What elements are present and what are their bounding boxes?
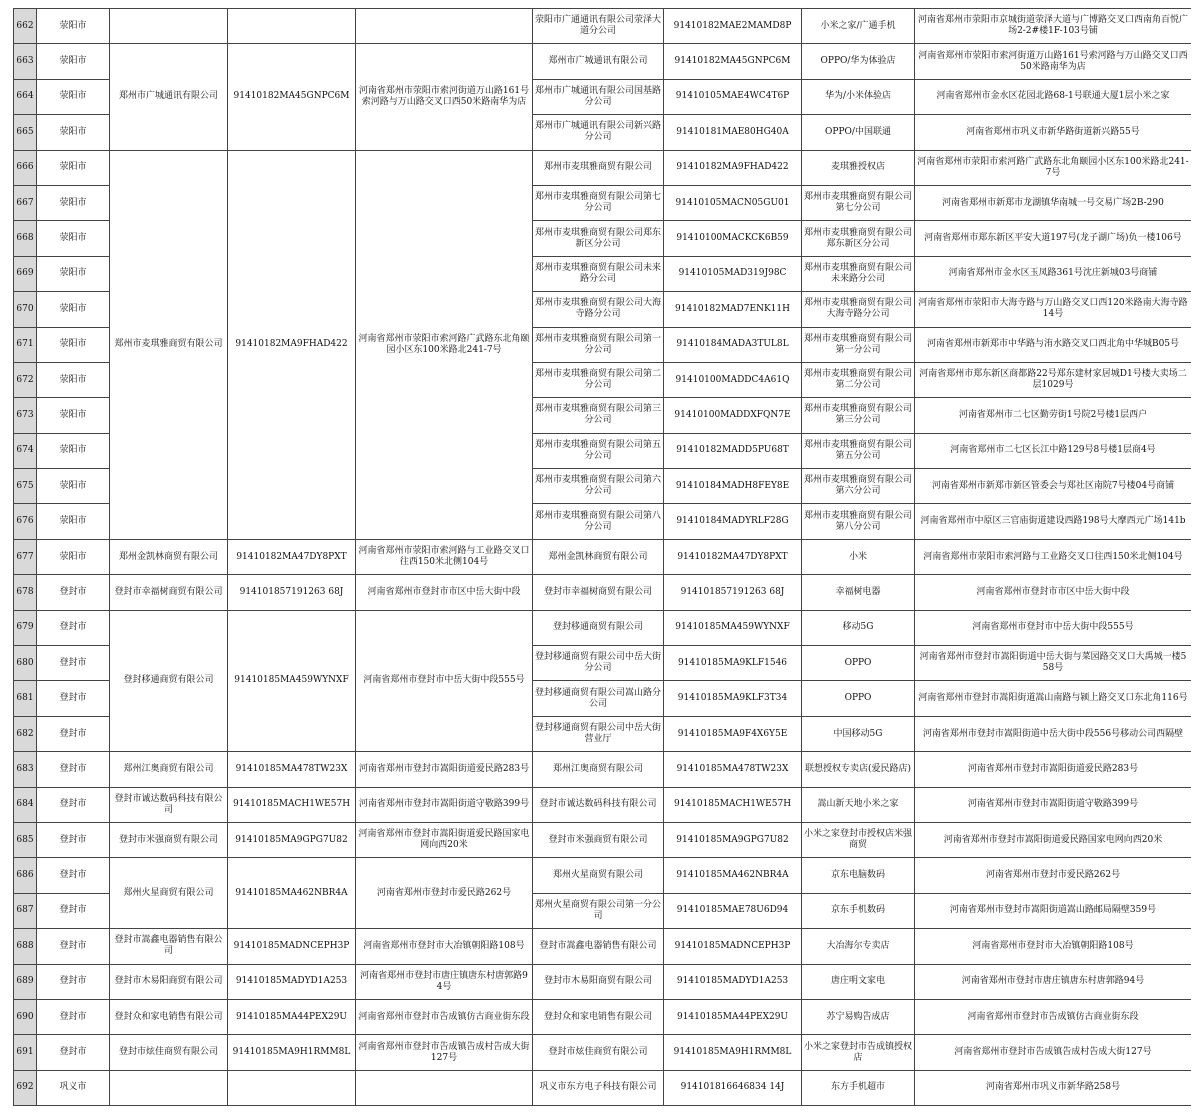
- row-number-cell: 679: [14, 610, 37, 645]
- outlet-company-cell: 荥阳市广通通讯有限公司荥泽大道分公司: [533, 9, 664, 44]
- row-number-cell: 678: [14, 575, 37, 610]
- store-address-cell: 河南省郑州市新郑市新区管委会与郑社区南院7号楼04号商铺: [915, 469, 1192, 504]
- table-row: [14, 1070, 1192, 1105]
- store-name-cell: 郑州市麦琪雅商贸有限公司大海寺路分公司: [802, 292, 915, 327]
- outlet-code-cell: 91410182MA47DY8PXT: [664, 539, 802, 574]
- outlet-company-cell: 郑州市麦琪雅商贸有限公司: [533, 150, 664, 185]
- outlet-code-cell: 91410185MA9KLF3T34: [664, 681, 802, 716]
- outlet-company-cell: 登封移通商贸有限公司中岳大街分公司: [533, 646, 664, 681]
- company-name-cell: 登封市米强商贸有限公司: [110, 822, 228, 857]
- store-address-cell: 河南省郑州市新郑市龙湖镇华南城一号交易广场2B-290: [915, 185, 1192, 220]
- row-number-cell: 668: [14, 221, 37, 256]
- table-row: [14, 752, 1192, 787]
- outlet-code-cell: 91410182MAD7ENK11H: [664, 292, 802, 327]
- company-address-cell: 河南省郑州市登封市嵩阳街道守敬路399号: [356, 787, 533, 822]
- row-number-cell: 686: [14, 858, 37, 893]
- store-name-cell: 郑州市麦琪雅商贸有限公司第六分公司: [802, 469, 915, 504]
- store-name-cell: 嵩山新天地小米之家: [802, 787, 915, 822]
- outlet-code-cell: 91410185MA462NBR4A: [664, 858, 802, 893]
- table-row: [14, 964, 1192, 999]
- outlet-company-cell: 郑州市麦琪雅商贸有限公司第二分公司: [533, 362, 664, 397]
- outlet-company-cell: 登封市米强商贸有限公司: [533, 822, 664, 857]
- row-number-cell: 664: [14, 79, 37, 114]
- store-name-cell: 联想授权专卖店(爱民路店): [802, 752, 915, 787]
- credit-code-cell: 91410182MA45GNPC6M: [228, 44, 356, 150]
- city-cell: 荥阳市: [37, 362, 110, 397]
- credit-code-cell: 914101857191263 68J: [228, 575, 356, 610]
- row-number-cell: 691: [14, 1035, 37, 1070]
- city-cell: 荥阳市: [37, 115, 110, 150]
- outlet-code-cell: 91410181MAE80HG40A: [664, 115, 802, 150]
- city-cell: 荥阳市: [37, 398, 110, 433]
- outlet-company-cell: 郑州火星商贸有限公司第一分公司: [533, 893, 664, 928]
- city-cell: 登封市: [37, 858, 110, 893]
- outlet-company-cell: 登封移通商贸有限公司中岳大街营业厅: [533, 716, 664, 751]
- credit-code-cell: 91410185MA9GPG7U82: [228, 822, 356, 857]
- company-address-cell: 河南省郑州市登封市唐庄镇唐东村唐郭路94号: [356, 964, 533, 999]
- city-cell: 登封市: [37, 681, 110, 716]
- store-address-cell: 河南省郑州市登封市大冶镇朝阳路108号: [915, 929, 1192, 964]
- store-name-cell: 小米之家/广通手机: [802, 9, 915, 44]
- outlet-company-cell: 登封市幸福树商贸有限公司: [533, 575, 664, 610]
- store-address-cell: 河南省郑州市巩义市新华路街道新兴路55号: [915, 115, 1192, 150]
- city-cell: 荥阳市: [37, 539, 110, 574]
- store-address-cell: 河南省郑州市登封市嵩阳街道爱民路国家电网向西20米: [915, 822, 1192, 857]
- store-name-cell: OPPO/中国联通: [802, 115, 915, 150]
- store-address-cell: 河南省郑州市金水区花园北路68-1号联通大厦1层小米之家: [915, 79, 1192, 114]
- table-row: [14, 999, 1192, 1034]
- company-address-cell: 河南省郑州市荥阳市索河街道万山路161号索河路与万山路交叉口西50米路南华为店: [356, 44, 533, 150]
- table-row: [14, 539, 1192, 574]
- outlet-code-cell: 91410182MADD5PU68T: [664, 433, 802, 468]
- credit-code-cell: 91410182MA47DY8PXT: [228, 539, 356, 574]
- credit-code-cell: 91410185MACH1WE57H: [228, 787, 356, 822]
- row-number-cell: 680: [14, 646, 37, 681]
- row-number-cell: 674: [14, 433, 37, 468]
- outlet-code-cell: 91410182MA9FHAD422: [664, 150, 802, 185]
- store-name-cell: 华为/小米体验店: [802, 79, 915, 114]
- outlet-code-cell: 91410185MA478TW23X: [664, 752, 802, 787]
- company-name-cell: 郑州市麦琪雅商贸有限公司: [110, 150, 228, 539]
- store-name-cell: 郑州市麦琪雅商贸有限公司第二分公司: [802, 362, 915, 397]
- company-address-cell: 河南省郑州市荥阳市索河路广武路东北角颐园小区东100米路北241-7号: [356, 150, 533, 539]
- row-number-cell: 685: [14, 822, 37, 857]
- store-address-cell: 河南省郑州市登封市告成镇告成村告成大街127号: [915, 1035, 1192, 1070]
- outlet-code-cell: 91410100MADDC4A61Q: [664, 362, 802, 397]
- company-name-cell: 郑州市广城通讯有限公司: [110, 44, 228, 150]
- outlet-code-cell: 91410105MACN05GU01: [664, 185, 802, 220]
- row-number-cell: 663: [14, 44, 37, 79]
- city-cell: 登封市: [37, 822, 110, 857]
- store-address-cell: 河南省郑州市巩义市新华路258号: [915, 1070, 1192, 1105]
- company-address-cell: 河南省郑州市登封市告成镇告成村告成大街127号: [356, 1035, 533, 1070]
- row-number-cell: 677: [14, 539, 37, 574]
- outlet-company-cell: 登封市炫佳商贸有限公司: [533, 1035, 664, 1070]
- outlet-code-cell: 91410185MA9H1RMM8L: [664, 1035, 802, 1070]
- store-address-cell: 河南省郑州市登封市嵩阳街道中岳大街与菜园路交叉口大禹城一楼558号: [915, 646, 1192, 681]
- store-address-cell: 河南省郑州市登封市告成镇仿古商业街东段: [915, 999, 1192, 1034]
- table-row: [14, 1035, 1192, 1070]
- store-address-cell: 河南省郑州市登封市中岳大街中段555号: [915, 610, 1192, 645]
- city-cell: 荥阳市: [37, 221, 110, 256]
- city-cell: 登封市: [37, 929, 110, 964]
- table-row: [14, 787, 1192, 822]
- company-address-cell: [356, 9, 533, 44]
- outlet-code-cell: 91410105MAE4WC4T6P: [664, 79, 802, 114]
- store-name-cell: 郑州市麦琪雅商贸有限公司第七分公司: [802, 185, 915, 220]
- store-address-cell: 河南省郑州市荥阳市索河街道万山路161号索河路与万山路交叉口西50米路南华为店: [915, 44, 1192, 79]
- store-name-cell: 郑州市麦琪雅商贸有限公司未来路分公司: [802, 256, 915, 291]
- table-row: [14, 9, 1192, 44]
- store-address-cell: 河南省郑州市登封市爱民路262号: [915, 858, 1192, 893]
- outlet-company-cell: 郑州江奥商贸有限公司: [533, 752, 664, 787]
- store-address-cell: 河南省郑州市登封市嵩阳街道嵩山南路与颍上路交叉口东北角116号: [915, 681, 1192, 716]
- company-address-cell: 河南省郑州市登封市告成镇仿古商业街东段: [356, 999, 533, 1034]
- city-cell: 荥阳市: [37, 79, 110, 114]
- store-address-cell: 河南省郑州市荥阳市京城街道荥泽大道与广博路交叉口西南角百悦广场2-2#楼1F-103号铺: [915, 9, 1192, 44]
- table-row: [14, 858, 1192, 893]
- outlet-code-cell: 91410185MACH1WE57H: [664, 787, 802, 822]
- store-table: [13, 8, 1191, 1106]
- store-name-cell: 东方手机超市: [802, 1070, 915, 1105]
- store-address-cell: 河南省郑州市荥阳市大海寺路与万山路交叉口西120米路南大海寺路14号: [915, 292, 1192, 327]
- store-address-cell: 河南省郑州市二七区长江中路129号8号楼1层商4号: [915, 433, 1192, 468]
- table-body: [14, 9, 1192, 1106]
- row-number-cell: 665: [14, 115, 37, 150]
- city-cell: 荥阳市: [37, 9, 110, 44]
- outlet-code-cell: 91410185MA44PEX29U: [664, 999, 802, 1034]
- company-name-cell: [110, 1070, 228, 1105]
- outlet-code-cell: 91410184MADYRLF28G: [664, 504, 802, 539]
- row-number-cell: 671: [14, 327, 37, 362]
- store-name-cell: 郑州市麦琪雅商贸有限公司第一分公司: [802, 327, 915, 362]
- store-name-cell: 大冶海尔专卖店: [802, 929, 915, 964]
- outlet-code-cell: 91410184MADA3TUL8L: [664, 327, 802, 362]
- city-cell: 登封市: [37, 646, 110, 681]
- outlet-code-cell: 91410185MAE78U6D94: [664, 893, 802, 928]
- row-number-cell: 692: [14, 1070, 37, 1105]
- outlet-company-cell: 郑州市广城通讯有限公司新兴路分公司: [533, 115, 664, 150]
- outlet-code-cell: 91410185MADYD1A253: [664, 964, 802, 999]
- credit-code-cell: 91410185MA9H1RMM8L: [228, 1035, 356, 1070]
- outlet-company-cell: 郑州市广城通讯有限公司国基路分公司: [533, 79, 664, 114]
- store-address-cell: 河南省郑州市中原区三官庙街道建设西路198号大摩西元广场141b: [915, 504, 1192, 539]
- outlet-company-cell: 郑州市麦琪雅商贸有限公司未来路分公司: [533, 256, 664, 291]
- city-cell: 荥阳市: [37, 150, 110, 185]
- outlet-company-cell: 郑州市麦琪雅商贸有限公司第一分公司: [533, 327, 664, 362]
- city-cell: 登封市: [37, 575, 110, 610]
- outlet-code-cell: 91410185MA459WYNXF: [664, 610, 802, 645]
- city-cell: 巩义市: [37, 1070, 110, 1105]
- city-cell: 荥阳市: [37, 185, 110, 220]
- company-address-cell: 河南省郑州市荥阳市索河路与工业路交叉口往西150米北侧104号: [356, 539, 533, 574]
- company-name-cell: 登封市嵩鑫电器销售有限公司: [110, 929, 228, 964]
- outlet-code-cell: 91410184MADH8FEY8E: [664, 469, 802, 504]
- outlet-code-cell: 91410182MA45GNPC6M: [664, 44, 802, 79]
- company-name-cell: 登封市木易阳商贸有限公司: [110, 964, 228, 999]
- store-address-cell: 河南省郑州市荥阳市索河路广武路东北角颐园小区东100米路北241-7号: [915, 150, 1192, 185]
- outlet-company-cell: 登封市诚达数码科技有限公司: [533, 787, 664, 822]
- store-name-cell: 麦琪雅授权店: [802, 150, 915, 185]
- city-cell: 登封市: [37, 716, 110, 751]
- store-name-cell: 郑州市麦琪雅商贸有限公司第五分公司: [802, 433, 915, 468]
- row-number-cell: 669: [14, 256, 37, 291]
- store-name-cell: 京东电脑数码: [802, 858, 915, 893]
- store-address-cell: 河南省郑州市郑东新区平安大道197号(龙子湖广场)负一楼106号: [915, 221, 1192, 256]
- city-cell: 荥阳市: [37, 433, 110, 468]
- credit-code-cell: 91410185MA44PEX29U: [228, 999, 356, 1034]
- outlet-company-cell: 郑州火星商贸有限公司: [533, 858, 664, 893]
- credit-code-cell: 91410182MA9FHAD422: [228, 150, 356, 539]
- row-number-cell: 690: [14, 999, 37, 1034]
- row-number-cell: 670: [14, 292, 37, 327]
- outlet-company-cell: 郑州市麦琪雅商贸有限公司第七分公司: [533, 185, 664, 220]
- outlet-code-cell: 91410185MADNCEPH3P: [664, 929, 802, 964]
- city-cell: 荥阳市: [37, 256, 110, 291]
- row-number-cell: 667: [14, 185, 37, 220]
- store-name-cell: OPPO/华为体验店: [802, 44, 915, 79]
- outlet-company-cell: 郑州市广城通讯有限公司: [533, 44, 664, 79]
- city-cell: 荥阳市: [37, 504, 110, 539]
- city-cell: 登封市: [37, 999, 110, 1034]
- city-cell: 登封市: [37, 1035, 110, 1070]
- store-name-cell: 唐庄明文家电: [802, 964, 915, 999]
- table-row: [14, 575, 1192, 610]
- store-address-cell: 河南省郑州市新郑市中华路与洧水路交叉口西北角中华城B05号: [915, 327, 1192, 362]
- row-number-cell: 683: [14, 752, 37, 787]
- outlet-company-cell: 登封市嵩鑫电器销售有限公司: [533, 929, 664, 964]
- outlet-company-cell: 郑州市麦琪雅商贸有限公司第三分公司: [533, 398, 664, 433]
- store-name-cell: 中国移动5G: [802, 716, 915, 751]
- credit-code-cell: 91410185MADNCEPH3P: [228, 929, 356, 964]
- store-address-cell: 河南省郑州市登封市嵩阳街道嵩山路邮局隔壁359号: [915, 893, 1192, 928]
- table-row: [14, 610, 1192, 645]
- city-cell: 荥阳市: [37, 292, 110, 327]
- store-address-cell: 河南省郑州市登封市嵩阳街道爱民路283号: [915, 752, 1192, 787]
- company-name-cell: 登封市诚达数码科技有限公司: [110, 787, 228, 822]
- outlet-code-cell: 91410105MAD319J98C: [664, 256, 802, 291]
- company-address-cell: 河南省郑州市登封市爱民路262号: [356, 858, 533, 929]
- store-name-cell: OPPO: [802, 681, 915, 716]
- outlet-company-cell: 郑州市麦琪雅商贸有限公司大海寺路分公司: [533, 292, 664, 327]
- outlet-company-cell: 郑州市麦琪雅商贸有限公司第六分公司: [533, 469, 664, 504]
- outlet-company-cell: 登封众和家电销售有限公司: [533, 999, 664, 1034]
- row-number-cell: 688: [14, 929, 37, 964]
- store-name-cell: 苏宁易购告成店: [802, 999, 915, 1034]
- city-cell: 登封市: [37, 893, 110, 928]
- credit-code-cell: 91410185MA459WYNXF: [228, 610, 356, 752]
- table-row: [14, 929, 1192, 964]
- store-address-cell: 河南省郑州市登封市唐庄镇唐东村唐郭路94号: [915, 964, 1192, 999]
- outlet-code-cell: 91410185MA9GPG7U82: [664, 822, 802, 857]
- table-row: [14, 150, 1192, 185]
- company-address-cell: 河南省郑州市登封市市区中岳大街中段: [356, 575, 533, 610]
- company-name-cell: 郑州江奥商贸有限公司: [110, 752, 228, 787]
- store-name-cell: 小米: [802, 539, 915, 574]
- row-number-cell: 672: [14, 362, 37, 397]
- company-name-cell: 登封众和家电销售有限公司: [110, 999, 228, 1034]
- outlet-code-cell: 91410100MADDXFQN7E: [664, 398, 802, 433]
- company-address-cell: [356, 1070, 533, 1105]
- outlet-company-cell: 郑州市麦琪雅商贸有限公司第八分公司: [533, 504, 664, 539]
- city-cell: 登封市: [37, 787, 110, 822]
- store-list-sheet: [13, 8, 1191, 1112]
- outlet-code-cell: 91410182MAE2MAMD8P: [664, 9, 802, 44]
- credit-code-cell: [228, 1070, 356, 1105]
- outlet-code-cell: 91410185MA9F4X6Y5E: [664, 716, 802, 751]
- city-cell: 荥阳市: [37, 44, 110, 79]
- store-address-cell: 河南省郑州市金水区玉凤路361号沈庄新城03号商铺: [915, 256, 1192, 291]
- store-address-cell: 河南省郑州市登封市嵩阳街道中岳大街中段556号移动公司西隔壁: [915, 716, 1192, 751]
- company-name-cell: 郑州金凯林商贸有限公司: [110, 539, 228, 574]
- city-cell: 登封市: [37, 752, 110, 787]
- city-cell: 登封市: [37, 964, 110, 999]
- store-name-cell: 郑州市麦琪雅商贸有限公司郑东新区分公司: [802, 221, 915, 256]
- store-address-cell: 河南省郑州市登封市市区中岳大街中段: [915, 575, 1192, 610]
- store-name-cell: 小米之家登封市授权店米强商贸: [802, 822, 915, 857]
- outlet-code-cell: 91410185MA9KLF1546: [664, 646, 802, 681]
- outlet-company-cell: 郑州市麦琪雅商贸有限公司第五分公司: [533, 433, 664, 468]
- row-number-cell: 675: [14, 469, 37, 504]
- outlet-code-cell: 914101857191263 68J: [664, 575, 802, 610]
- outlet-code-cell: 91410100MACKCK6B59: [664, 221, 802, 256]
- store-name-cell: 郑州市麦琪雅商贸有限公司第八分公司: [802, 504, 915, 539]
- company-address-cell: 河南省郑州市登封市嵩阳街道爱民路283号: [356, 752, 533, 787]
- store-name-cell: OPPO: [802, 646, 915, 681]
- city-cell: 荥阳市: [37, 327, 110, 362]
- company-address-cell: 河南省郑州市登封市大冶镇朝阳路108号: [356, 929, 533, 964]
- outlet-company-cell: 巩义市东方电子科技有限公司: [533, 1070, 664, 1105]
- company-address-cell: 河南省郑州市登封市嵩阳街道爱民路国家电网向西20米: [356, 822, 533, 857]
- store-address-cell: 河南省郑州市二七区勤劳街1号院2号楼1层西户: [915, 398, 1192, 433]
- outlet-company-cell: 郑州市麦琪雅商贸有限公司郑东新区分公司: [533, 221, 664, 256]
- row-number-cell: 662: [14, 9, 37, 44]
- company-name-cell: 登封市幸福树商贸有限公司: [110, 575, 228, 610]
- credit-code-cell: 91410185MA478TW23X: [228, 752, 356, 787]
- row-number-cell: 676: [14, 504, 37, 539]
- company-name-cell: [110, 9, 228, 44]
- store-address-cell: 河南省郑州市郑东新区商都路22号郑东建材家居城D1号楼大卖场二层1029号: [915, 362, 1192, 397]
- store-name-cell: 幸福树电器: [802, 575, 915, 610]
- store-name-cell: 小米之家登封市告成镇授权店: [802, 1035, 915, 1070]
- row-number-cell: 666: [14, 150, 37, 185]
- store-address-cell: 河南省郑州市荥阳市索河路与工业路交叉口往西150米北侧104号: [915, 539, 1192, 574]
- outlet-company-cell: 登封移通商贸有限公司: [533, 610, 664, 645]
- outlet-company-cell: 郑州金凯林商贸有限公司: [533, 539, 664, 574]
- credit-code-cell: [228, 9, 356, 44]
- company-name-cell: 郑州火星商贸有限公司: [110, 858, 228, 929]
- table-row: [14, 822, 1192, 857]
- row-number-cell: 689: [14, 964, 37, 999]
- credit-code-cell: 91410185MA462NBR4A: [228, 858, 356, 929]
- store-name-cell: 移动5G: [802, 610, 915, 645]
- row-number-cell: 682: [14, 716, 37, 751]
- outlet-code-cell: 914101816646834 14J: [664, 1070, 802, 1105]
- outlet-company-cell: 登封市木易阳商贸有限公司: [533, 964, 664, 999]
- company-name-cell: 登封移通商贸有限公司: [110, 610, 228, 752]
- table-row: [14, 44, 1192, 79]
- credit-code-cell: 91410185MADYD1A253: [228, 964, 356, 999]
- row-number-cell: 673: [14, 398, 37, 433]
- city-cell: 登封市: [37, 610, 110, 645]
- outlet-company-cell: 登封移通商贸有限公司嵩山路分公司: [533, 681, 664, 716]
- store-name-cell: 京东手机数码: [802, 893, 915, 928]
- company-address-cell: 河南省郑州市登封市中岳大街中段555号: [356, 610, 533, 752]
- store-name-cell: 郑州市麦琪雅商贸有限公司第三分公司: [802, 398, 915, 433]
- row-number-cell: 684: [14, 787, 37, 822]
- store-address-cell: 河南省郑州市登封市嵩阳街道守敬路399号: [915, 787, 1192, 822]
- row-number-cell: 681: [14, 681, 37, 716]
- row-number-cell: 687: [14, 893, 37, 928]
- city-cell: 荥阳市: [37, 469, 110, 504]
- company-name-cell: 登封市炫佳商贸有限公司: [110, 1035, 228, 1070]
